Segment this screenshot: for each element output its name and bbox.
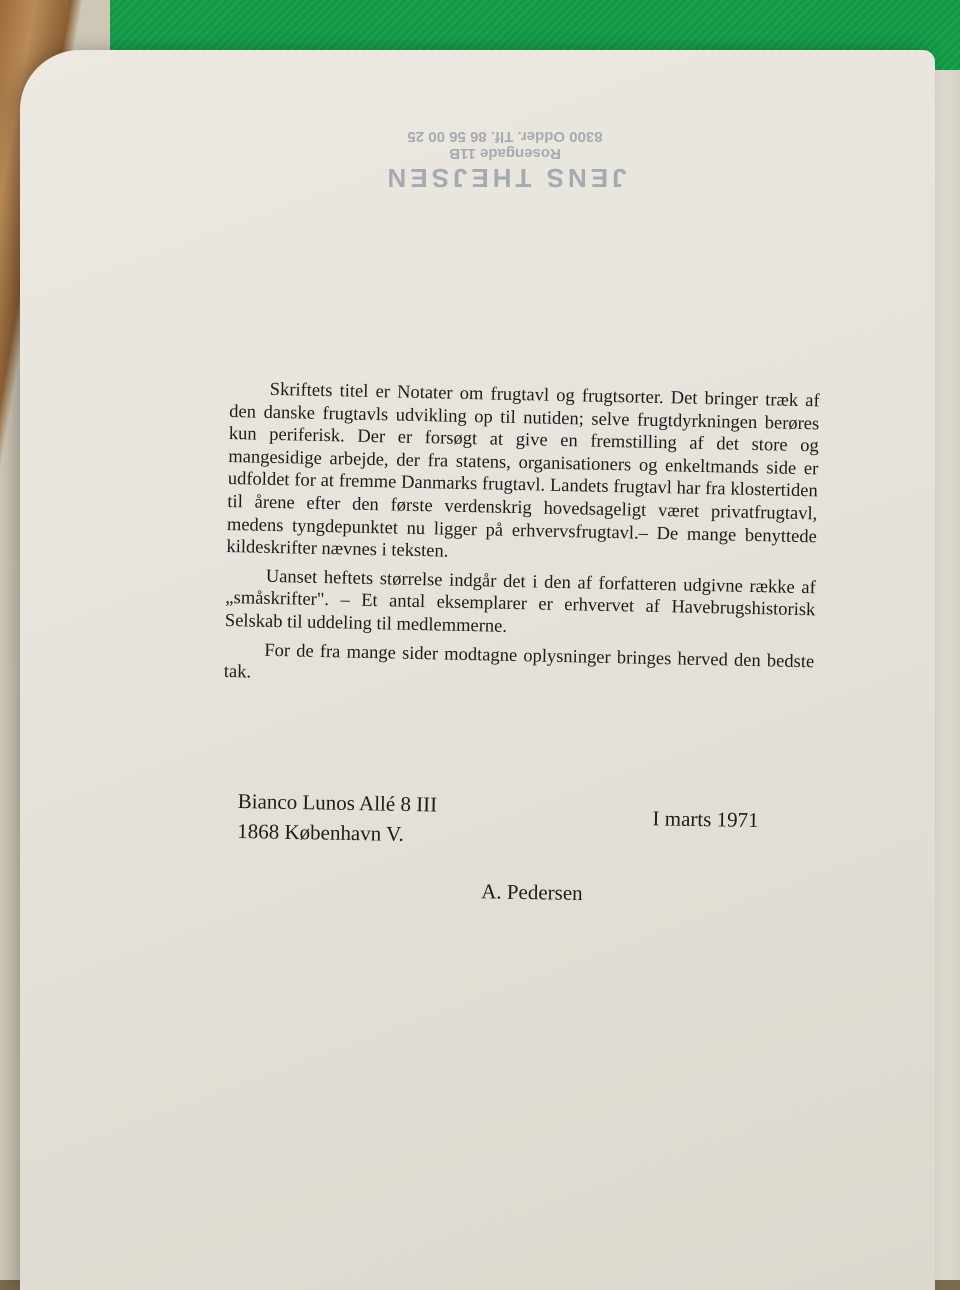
stamp-name: JENS THEJSEN (383, 163, 627, 193)
paragraph-2: Uanset heftets størrelse indgår det i den af forfatteren udgivne række af „småskrifter". – Et antal eksemplarer er erhvervet af Havebrugshistorisk Selskab til uddeling til medlemmerne. (224, 566, 816, 637)
address-line-1: Bianco Lunos Allé 8 III (237, 788, 438, 817)
paragraph-3: For de fra mange sider modtagne oplysninger bringes herved den bedste tak. (223, 640, 815, 683)
mirrored-ownership-stamp (360, 128, 650, 193)
preface-text (223, 378, 819, 702)
author-address (237, 786, 437, 849)
stamp-street: Rosengade 11B (449, 145, 561, 162)
paragraph-1: Skriftets titel er Notater om frugtavl og frugtsorter. Det bringer træk af den danske frugtavls udvikling op til nutiden; selve frugtdyrkningen berøres kun periferisk. Der er forsøgt at give en fremstilling af det store og mangesidige arbejde, der fra statens, organisationers og enkeltmands side er udfoldet for at fremme Danmarks frugtavl. Landets frugtavl har fra klostertiden til årene efter den første verdenskrig hovedsageligt været privatfrugtavl, medens tyngdepunktet nu ligger på erhvervsfrugtavl.– De mange benyttede kildeskrifter nævnes i teksten. (226, 379, 820, 562)
stamp-city: 8300 Odder. Tlf. 86 56 00 25 (407, 128, 603, 145)
date-line: I marts 1971 (652, 806, 759, 833)
author-signature: A. Pedersen (480, 879, 583, 906)
address-line-2: 1868 København V. (237, 818, 405, 846)
